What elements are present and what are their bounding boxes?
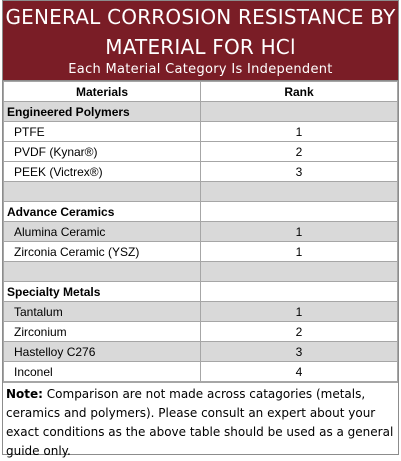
category-rank-cell — [201, 282, 398, 302]
col-header-materials: Materials — [4, 82, 201, 102]
table-row — [4, 242, 398, 262]
spacer-cell — [201, 182, 398, 202]
material-rank: 2 — [201, 142, 398, 162]
material-rank: 2 — [201, 322, 398, 342]
table-row — [4, 342, 398, 362]
material-name: Zirconium — [4, 322, 201, 342]
spacer-cell — [201, 262, 398, 282]
note-label: Note: — [6, 387, 43, 401]
material-rank: 1 — [201, 242, 398, 262]
material-rank: 1 — [201, 122, 398, 142]
title-line-1: GENERAL CORROSION RESISTANCE BY — [5, 5, 396, 29]
category-label: Engineered Polymers — [4, 102, 201, 122]
material-name: Alumina Ceramic — [4, 222, 201, 242]
table-row — [4, 122, 398, 142]
spacer-row — [4, 182, 398, 202]
corrosion-resistance-sheet — [2, 0, 399, 458]
col-header-rank: Rank — [201, 82, 398, 102]
category-rank-cell — [201, 202, 398, 222]
title-line-2: MATERIAL FOR HCl — [105, 35, 296, 59]
material-name: PTFE — [4, 122, 201, 142]
category-row-advance-ceramics — [4, 202, 398, 222]
material-rank: 1 — [201, 302, 398, 322]
material-name: PVDF (Kynar®) — [4, 142, 201, 162]
category-rank-cell — [201, 102, 398, 122]
title-banner — [3, 1, 398, 81]
category-row-engineered-polymers — [4, 102, 398, 122]
table-row — [4, 222, 398, 242]
category-label: Specialty Metals — [4, 282, 201, 302]
footnote — [3, 382, 398, 461]
material-rank: 3 — [201, 342, 398, 362]
material-name: Inconel — [4, 362, 201, 382]
subtitle: Each Material Category Is Independent — [68, 62, 333, 77]
table-row — [4, 322, 398, 342]
spacer-row — [4, 262, 398, 282]
category-label: Advance Ceramics — [4, 202, 201, 222]
table-row — [4, 162, 398, 182]
material-rank: 3 — [201, 162, 398, 182]
table-row — [4, 302, 398, 322]
spacer-cell — [4, 262, 201, 282]
material-rank: 4 — [201, 362, 398, 382]
material-name: Tantalum — [4, 302, 201, 322]
material-name: Hastelloy C276 — [4, 342, 201, 362]
note-text: Comparison are not made across catagories (metals, ceramics and polymers). Please consult an expert about your exact conditions as the above table should be used as a general guide only. — [6, 387, 394, 458]
material-rank: 1 — [201, 222, 398, 242]
material-name: Zirconia Ceramic (YSZ) — [4, 242, 201, 262]
table-row — [4, 362, 398, 382]
category-row-specialty-metals — [4, 282, 398, 302]
rank-table — [3, 81, 398, 382]
header-row — [4, 82, 398, 102]
spacer-cell — [4, 182, 201, 202]
material-name: PEEK (Victrex®) — [4, 162, 201, 182]
table-row — [4, 142, 398, 162]
